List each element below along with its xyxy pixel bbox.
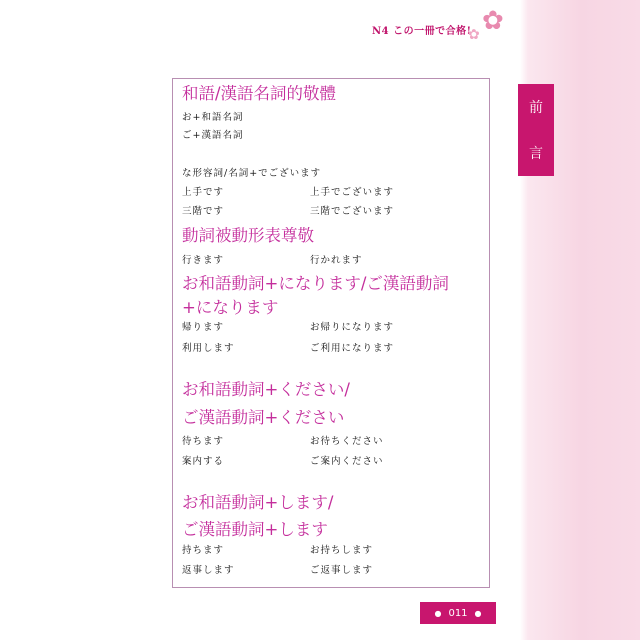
section-heading-cont: ご漢語動詞+ください bbox=[182, 408, 345, 427]
page-number bbox=[420, 602, 496, 624]
pattern-label: な形容詞/名詞+でございます bbox=[182, 168, 322, 179]
sakura-flower-icon: ✿ bbox=[482, 6, 504, 36]
example-plain: 利用します bbox=[182, 343, 235, 354]
example-plain: 返事します bbox=[182, 565, 235, 576]
example-plain: 行きます bbox=[182, 255, 225, 266]
example-plain: 持ちます bbox=[182, 545, 225, 556]
chapter-tab[interactable] bbox=[518, 84, 554, 176]
section-heading-cont: ご漢語動詞+します bbox=[182, 520, 328, 539]
example-plain: 帰ります bbox=[182, 322, 225, 333]
page-number-text: 011 bbox=[448, 607, 468, 619]
example-plain: 上手です bbox=[182, 187, 225, 198]
example-plain: 待ちます bbox=[182, 436, 225, 447]
tab-char-2: 言 bbox=[529, 146, 543, 162]
example-honorific: ご返事します bbox=[310, 565, 374, 576]
book-title: N4 この一冊で合格! bbox=[372, 26, 472, 37]
example-honorific: 三階でございます bbox=[310, 206, 395, 217]
example-honorific: お帰りになります bbox=[310, 322, 395, 333]
sakura-small-icon: ✿ bbox=[468, 27, 480, 43]
example-honorific: お持ちします bbox=[310, 545, 374, 556]
example-plain: ご+漢語名詞 bbox=[182, 130, 244, 141]
example-plain: お+和語名詞 bbox=[182, 112, 244, 123]
example-honorific: 行かれます bbox=[310, 255, 363, 266]
section-heading-cont: +になります bbox=[182, 298, 279, 317]
example-honorific: ご利用になります bbox=[310, 343, 395, 354]
example-plain: 案内する bbox=[182, 456, 225, 467]
section-heading: お和語動詞+ください/ bbox=[182, 380, 350, 399]
example-plain: 三階です bbox=[182, 206, 225, 217]
example-honorific: ご案内ください bbox=[310, 456, 384, 467]
example-honorific: 上手でございます bbox=[310, 187, 395, 198]
tab-char-1: 前 bbox=[529, 100, 543, 116]
example-honorific: お待ちください bbox=[310, 436, 384, 447]
section-heading: 動詞被動形表尊敬 bbox=[182, 226, 314, 245]
section-heading: お和語動詞+します/ bbox=[182, 493, 334, 512]
bullet-icon: ● bbox=[474, 608, 482, 618]
bullet-icon: ● bbox=[434, 608, 442, 618]
section-heading: お和語動詞+になります/ご漢語動詞 bbox=[182, 274, 449, 293]
section-heading: 和語/漢語名詞的敬體 bbox=[182, 84, 337, 103]
